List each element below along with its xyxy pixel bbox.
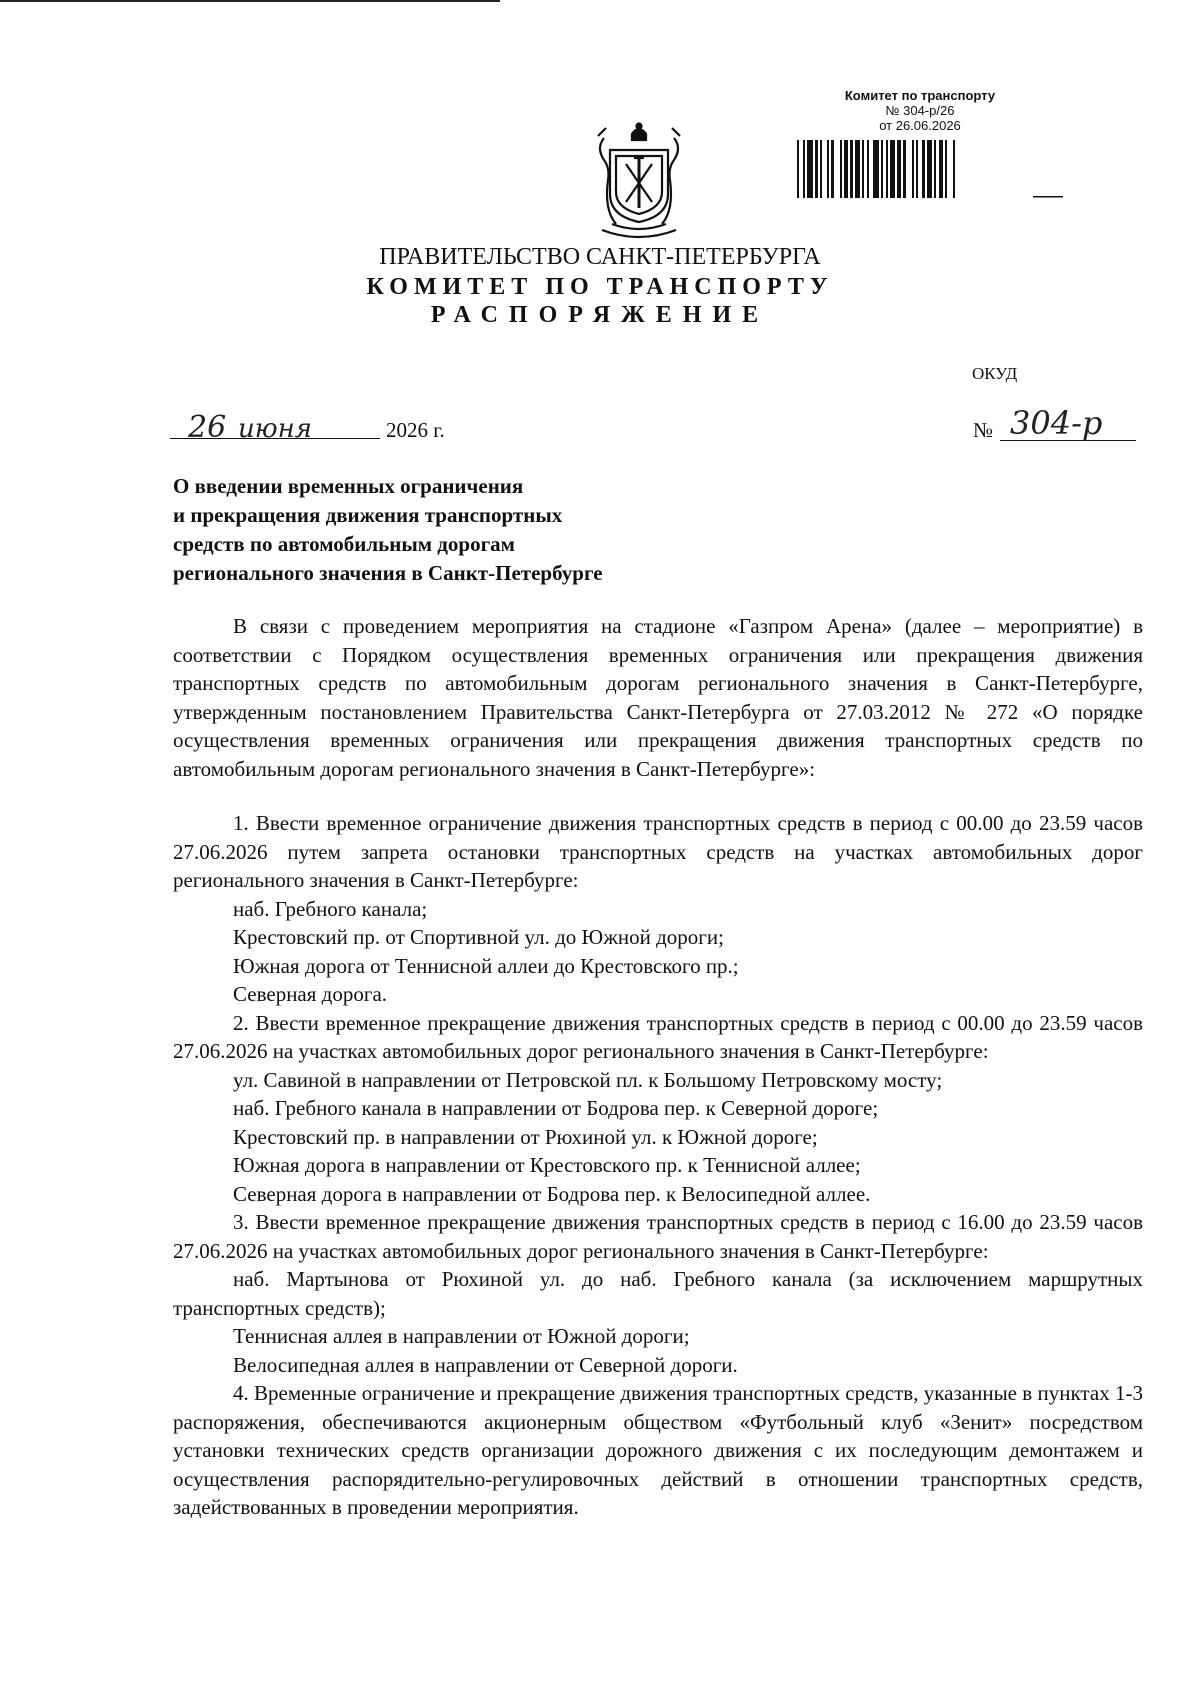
barcode-bar [953,140,955,198]
list-item: Велосипедная аллея в направлении от Северной дороги. [233,1352,738,1377]
barcode-bar [831,140,834,198]
number-sign: № [973,418,994,442]
barcode-bar [939,140,943,198]
stamp-number: № 304-р/26 [885,103,955,118]
barcode-bar [827,140,829,198]
list-item: Южная дорога от Теннисной аллеи до Крестовского пр.; [233,953,739,978]
barcode-bar [807,140,813,198]
barcode-bar [873,140,879,198]
barcode-bar [855,140,860,198]
barcode-bar [886,140,888,198]
registration-barcode [797,140,1087,202]
scan-edge-line [0,0,500,2]
list-item: Крестовский пр. в направлении от Рюхиной ул. к Южной дороге; [233,1124,818,1149]
document-number: 304-р [1010,404,1103,442]
item-1-paragraph: 1. Ввести временное ограничение движения транспортных средств в период с 00.00 до 23.59 часов 27.06.2026 путем запрета остановки транспортных средств на участках автомобильных дорог регионального значения в Санкт-Петербурге: [173,811,1143,892]
item-4-paragraph: 4. Временные ограничение и прекращение движения транспортных средств, указанные в пунктах 1-3 распоряжения, обеспечиваются акционерным обществом «Футбольный клуб «Зенит» посредством установки технических средств организации дорожного движения с их последующим демонтажем и осуществления распорядительно-регулировочных действий в отношении транспортных средств, задействованных в проведении мероприятия. [173,1381,1143,1519]
barcode-bar [803,140,805,198]
government-name: ПРАВИТЕЛЬСТВО САНКТ-ПЕТЕРБУРГА [379,244,821,270]
barcode-bar [881,140,883,198]
barcode-bar [890,140,895,198]
title-line: средств по автомобильным дорогам [173,532,515,556]
document-title [173,472,603,588]
coat-of-arms-emblem [592,120,686,242]
date-year: 2026 г. [386,418,445,442]
document-body [173,612,1143,1522]
barcode-bar [867,140,869,198]
paragraph-gap [173,783,1143,809]
title-line: и прекращения движения транспортных [173,503,563,527]
list-item: ул. Савиной в направлении от Петровской пл. к Большому Петровскому мосту; [233,1067,943,1092]
barcode-bar [850,140,853,198]
barcode-bar [820,140,822,198]
barcode-bar [927,140,932,198]
barcode-bar [844,140,848,198]
item-3-paragraph: 3. Ввести временное прекращение движения транспортных средств в период с 16.00 до 23.59 часов 27.06.2026 на участках автомобильных дорог регионального значения в Санкт-Петербурге: [173,1210,1143,1263]
list-item: Северная дорога. [233,982,388,1006]
barcode-bar [945,140,947,198]
title-line: регионального значения в Санкт-Петербурге [173,561,603,585]
list-item: наб. Гребного канала; [233,896,428,921]
item-2-paragraph: 2. Ввести временное прекращение движения транспортных средств в период с 00.00 до 23.59 часов 27.06.2026 на участках автомобильных дорог регионального значения в Санкт-Петербурге: [173,1010,1143,1063]
stamp-date: от 26.06.2026 [879,118,961,133]
barcode-bar [840,140,842,198]
registration-stamp [790,88,1050,133]
committee-name: КОМИТЕТ ПО ТРАНСПОРТУ [366,274,834,300]
barcode-bar [815,140,818,198]
barcode-bar [903,140,906,198]
list-item: наб. Гребного канала в направлении от Бодрова пер. к Северной дороге; [233,1096,879,1120]
stamp-committee: Комитет по транспорту [844,88,996,103]
barcode-bar [897,140,901,198]
date-month: июня [238,414,312,444]
list-item-wrapped: наб. Мартынова от Рюхиной ул. до наб. Гребного канала (за исключением маршрутных транспортных средств); [173,1267,1143,1320]
title-line: О введении временных ограничения [173,474,524,498]
date-day: 26 [188,410,227,445]
barcode-bar [912,140,914,198]
barcode-bar [797,140,799,198]
list-item: Северная дорога в направлении от Бодрова пер. к Велосипедной аллее. [233,1181,871,1206]
document-type: РАСПОРЯЖЕНИЕ [430,302,770,328]
list-item: Теннисная аллея в направлении от Южной дороги; [233,1324,690,1348]
preamble-paragraph: В связи с проведением мероприятия на стадионе «Газпром Арена» (далее – мероприятие) в соответствии с Порядком осуществления временных ограничения или прекращения движения транспортных средств по автомобильным дорогам регионального значения в Санкт-Петербурге, утвержденным постановлением Правительства Санкт-Петербурга от 27.03.2012 № 272 «О порядке осуществления временных ограничения или прекращения движения транспортных средств по автомобильным дорогам регионального значения в Санкт-Петербурге»: [173,614,1143,781]
list-item: Крестовский пр. от Спортивной ул. до Южной дороги; [233,925,724,949]
barcode-bar [862,140,864,198]
barcode-bar [922,140,925,198]
barcode-bar [934,140,936,198]
okud-label: ОКУД [972,364,1018,383]
barcode-bar [916,140,918,198]
list-item: Южная дорога в направлении от Крестовского пр. к Теннисной аллее; [233,1153,861,1177]
